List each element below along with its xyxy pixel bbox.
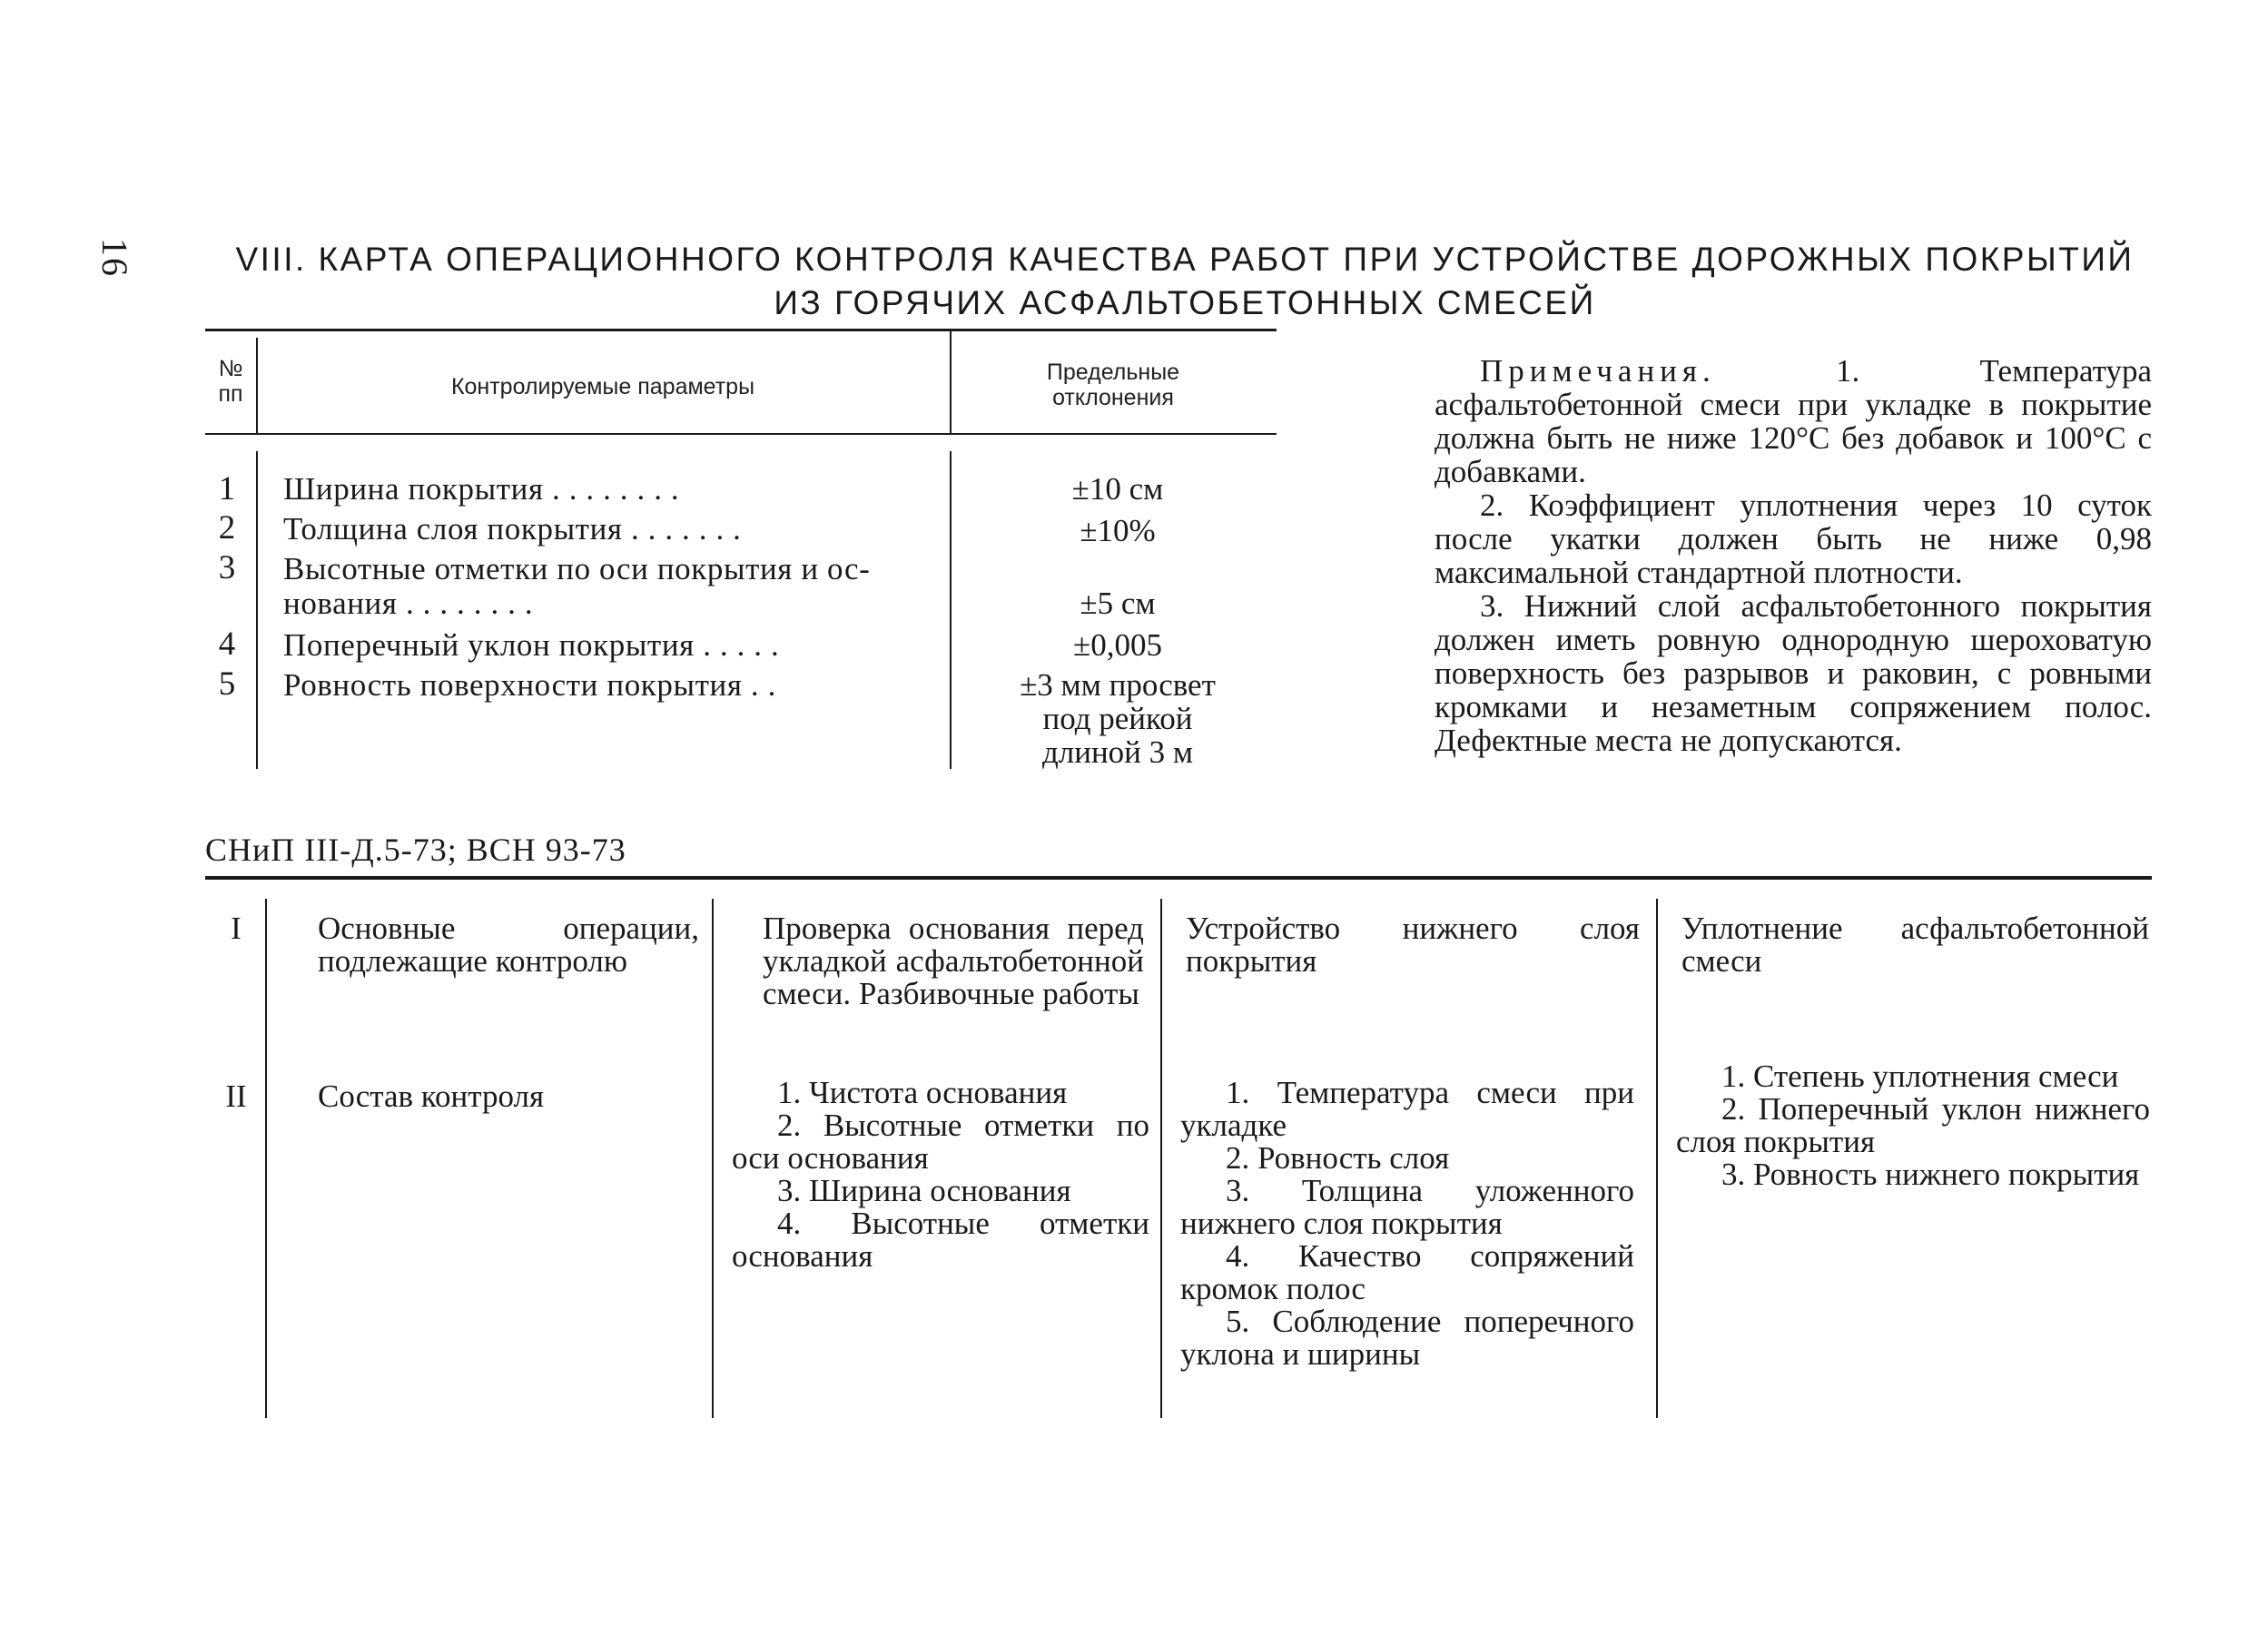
- bottom-table-divider: [712, 899, 714, 1418]
- notes-section: [1435, 354, 2152, 757]
- list-item: 1. Степень уплотнения смеси: [1721, 1059, 2119, 1094]
- row-1-deviation: ±10 см: [1071, 471, 1164, 507]
- title-line-1: VIII. КАРТА ОПЕРАЦИОННОГО КОНТРОЛЯ КАЧЕСТВА РАБОТ ПРИ УСТРОЙСТВЕ ДОРОЖНЫХ ПОКРЫТИЙ: [235, 241, 2135, 278]
- row-2-num: 2: [218, 509, 236, 547]
- row-ii-num: II: [225, 1079, 247, 1114]
- row-5-param: Ровность поверхности покрытия . .: [283, 667, 776, 703]
- row-4-num: 4: [218, 625, 236, 663]
- list-item: 2. Поперечный уклон нижнего слоя покрытия: [1676, 1091, 2150, 1159]
- row-1-num: 1: [218, 470, 236, 507]
- row-ii-col3: [1676, 1060, 2150, 1191]
- row-4-deviation: ±0,005: [1073, 627, 1162, 663]
- list-item: 4. Качество сопряжений кромок полос: [1180, 1238, 1634, 1306]
- table-header-rule: [205, 433, 1277, 435]
- list-item: 1. Температура смеси при укладке: [1180, 1075, 1634, 1143]
- table-divider: [256, 451, 258, 769]
- table-divider: [256, 338, 258, 433]
- row-i-col1: Проверка основания перед укладкой асфальтобетонной смеси. Разбивочные работы: [763, 911, 1144, 1011]
- list-item: 3. Толщина уложенного нижнего слоя покрытия: [1180, 1173, 1634, 1241]
- bottom-table-divider: [1160, 899, 1162, 1418]
- note-1: 1. Температура асфальтобетонной смеси при укладке в покрытие должна быть не ниже 120°C без добавок и 100°C с добавками.: [1435, 353, 2152, 489]
- notes-label: Примечания.: [1480, 353, 1716, 389]
- row-i-label: Основные операции, подлежащие контролю: [318, 911, 699, 979]
- bottom-table-top-rule: [205, 876, 2152, 880]
- row-2-param: Толщина слоя покрытия . . . . . . .: [283, 511, 742, 547]
- table-divider: [950, 451, 952, 769]
- header-deviations: Предельные отклонения: [1046, 360, 1180, 410]
- reference-standards: СНиП III-Д.5-73; ВСН 93-73: [205, 832, 626, 868]
- row-3-num: 3: [218, 549, 236, 586]
- row-ii-label: Состав контроля: [318, 1079, 545, 1114]
- page-title: [209, 238, 2161, 325]
- row-i-col2: Устройство нижнего слоя покрытия: [1186, 911, 1640, 979]
- note-3: 3. Нижний слой асфальтобетонного покрытия должен иметь ровную однородную шероховатую поверхность без разрывов и раковин, с ровными кромками и незаметным сопряжением полос. Дефектные места не допускаются.: [1435, 588, 2152, 758]
- header-num: № пп: [218, 356, 243, 407]
- bottom-table-divider: [1656, 899, 1658, 1418]
- list-item: 2. Высотные отметки по оси основания: [732, 1108, 1149, 1176]
- list-item: 2. Ровность слоя: [1226, 1140, 1450, 1176]
- row-i-col3: Уплотнение асфальтобетонной смеси: [1681, 911, 2149, 979]
- row-ii-col2: [1180, 1077, 1634, 1371]
- row-3-param: Высотные отметки по оси покрытия и ос-: [283, 551, 871, 586]
- row-5-num: 5: [218, 665, 236, 703]
- row-4-param: Поперечный уклон покрытия . . . . .: [283, 627, 780, 663]
- row-i-num: I: [231, 911, 242, 946]
- parameters-table: [205, 329, 1277, 783]
- row-5-deviation: ±3 мм просвет под рейкой длиной 3 м: [1020, 667, 1216, 770]
- row-1-param: Ширина покрытия . . . . . . . .: [283, 471, 680, 507]
- title-line-2: ИЗ ГОРЯЧИХ АСФАЛЬТОБЕТОННЫХ СМЕСЕЙ: [774, 284, 1596, 321]
- list-item: 3. Ширина основания: [777, 1173, 1071, 1208]
- table-top-rule: [205, 329, 1277, 331]
- list-item: 4. Высотные отметки основания: [732, 1206, 1149, 1274]
- row-2-deviation: ±10%: [1080, 513, 1156, 548]
- bottom-table-divider: [265, 899, 267, 1418]
- list-item: 5. Соблюдение поперечного уклона и ширины: [1180, 1304, 1634, 1372]
- page-number: 16: [94, 238, 135, 278]
- table-divider: [950, 329, 952, 433]
- row-ii-col1: [732, 1077, 1149, 1273]
- row-3-deviation: ±5 см: [1080, 586, 1156, 621]
- list-item: 1. Чистота основания: [777, 1075, 1068, 1110]
- header-params: Контролируемые параметры: [450, 374, 755, 399]
- list-item: 3. Ровность нижнего покрытия: [1721, 1157, 2140, 1192]
- row-3-param-cont: нования . . . . . . . .: [283, 586, 534, 621]
- note-2: 2. Коэффициент уплотнения через 10 суток после укатки должен быть не ниже 0,98 максимальной стандартной плотности.: [1435, 488, 2152, 590]
